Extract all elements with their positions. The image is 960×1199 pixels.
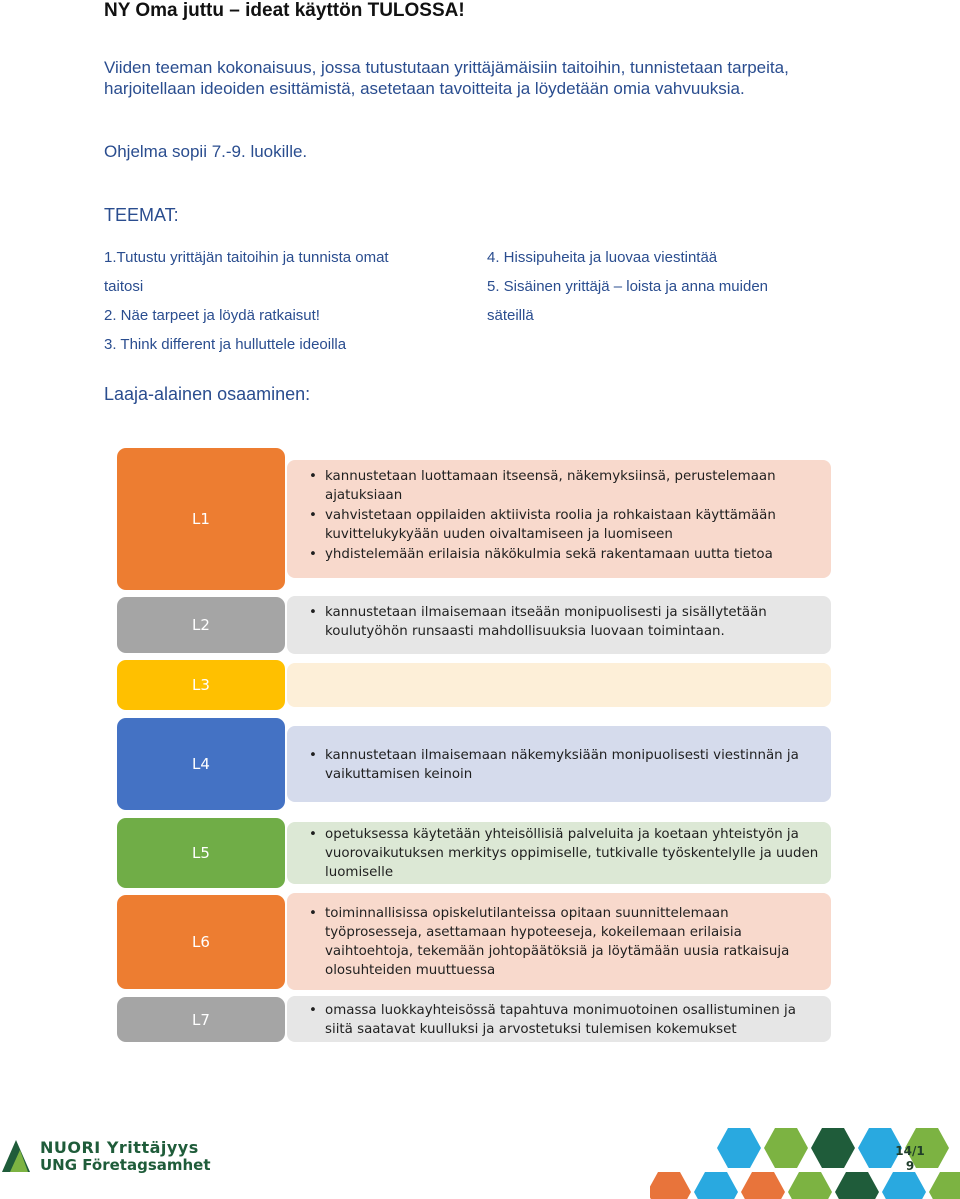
theme-line: 3. Think different ja hulluttele ideoilla xyxy=(104,336,347,353)
theme-line: säteillä xyxy=(487,307,534,324)
competence-box-l5 xyxy=(287,822,831,884)
competence-box-l1 xyxy=(287,460,831,578)
competence-tab-l6: L6 xyxy=(117,895,285,989)
bullet-item: • kannustetaan ilmaisemaan itseään monipuolisesti ja sisällytetään koulutyöhön runsaasti mahdollisuuksia luovaan toimintaan. xyxy=(309,603,819,641)
competence-box-l6 xyxy=(287,893,831,990)
competence-box-l2 xyxy=(287,596,831,654)
competence-box-l4 xyxy=(287,726,831,802)
logo-text-line2: UNG Företagsamhet xyxy=(40,1156,211,1174)
theme-line: 2. Näe tarpeet ja löydä ratkaisut! xyxy=(104,307,320,324)
bullet-item: • omassa luokkayhteisössä tapahtuva monimuotoinen osallistuminen ja siitä saatavat kuulluksi ja arvostetuksi tulemisen kokemukset xyxy=(309,1001,819,1039)
themes-right-column xyxy=(487,243,768,330)
theme-line: 4. Hissipuheita ja luovaa viestintää xyxy=(487,249,718,266)
page-number-line2: 9 xyxy=(905,1159,915,1173)
competence-tab-l7: L7 xyxy=(117,997,285,1042)
competence-box-l3 xyxy=(287,663,831,707)
page-number xyxy=(890,1144,930,1174)
competence-tab-l2: L2 xyxy=(117,597,285,653)
competence-tab-l5: L5 xyxy=(117,818,285,888)
competence-tab-l3: L3 xyxy=(117,660,285,710)
bullet-item: • kannustetaan ilmaisemaan näkemyksiään monipuolisesti viestinnän ja vaikuttamisen keinoin xyxy=(309,746,819,784)
bullet-item: • kannustetaan luottamaan itseensä, näkemyksiinsä, perustelemaan ajatuksiaan xyxy=(309,467,819,505)
competence-box-l7 xyxy=(287,996,831,1042)
theme-line: taitosi xyxy=(104,278,144,295)
competence-heading: Laaja-alainen osaaminen: xyxy=(104,384,311,404)
bullet-item: • toiminnallisissa opiskelutilanteissa opitaan suunnittelemaan työprosesseja, asettamaan hypoteeseja, kokeilemaan erilaisia vaihtoehtoja, tekemään johtopäätöksiä ja löytämään uusia ratkaisuja olosuhteiden muuttuessa xyxy=(309,904,819,980)
bullet-item: • opetuksessa käytetään yhteisöllisiä palveluita ja koetaan yhteistyön ja vuorovaikutuksen merkitys oppimiselle, tutkivalle työskentelylle ja uuden luomiselle xyxy=(309,825,819,882)
logo-text-line1: NUORI Yrittäjyys xyxy=(40,1138,199,1157)
competence-tab-l1: L1 xyxy=(117,448,285,590)
theme-line: 5. Sisäinen yrittäjä – loista ja anna muiden xyxy=(487,278,769,295)
page-number-line1: 14/1 xyxy=(895,1144,925,1158)
grade-text: Ohjelma sopii 7.-9. luokille. xyxy=(104,142,308,161)
intro-paragraph: Viiden teeman kokonaisuus, jossa tutustutaan yrittäjämäisiin taitoihin, tunnistetaan tarpeita, harjoitellaan ideoiden esittämistä, asetetaan tavoitteita ja löydetään omia vahvuuksia. xyxy=(104,58,789,98)
themes-heading: TEEMAT: xyxy=(104,205,179,225)
bullet-item: • vahvistetaan oppilaiden aktiivista roolia ja rohkaistaan käyttämään kuvittelukykyään uuden oivaltamiseen ja luomiseen xyxy=(309,506,819,544)
page-title: NY Oma juttu – ideat käyttön TULOSSA! xyxy=(104,0,465,21)
theme-line: 1.Tutustu yrittäjän taitoihin ja tunnista omat xyxy=(104,249,389,266)
bullet-item: • yhdistelemään erilaisia näkökulmia sekä rakentamaan uutta tietoa xyxy=(309,545,819,564)
themes-left-column xyxy=(104,243,389,359)
competence-tab-l4: L4 xyxy=(117,718,285,810)
